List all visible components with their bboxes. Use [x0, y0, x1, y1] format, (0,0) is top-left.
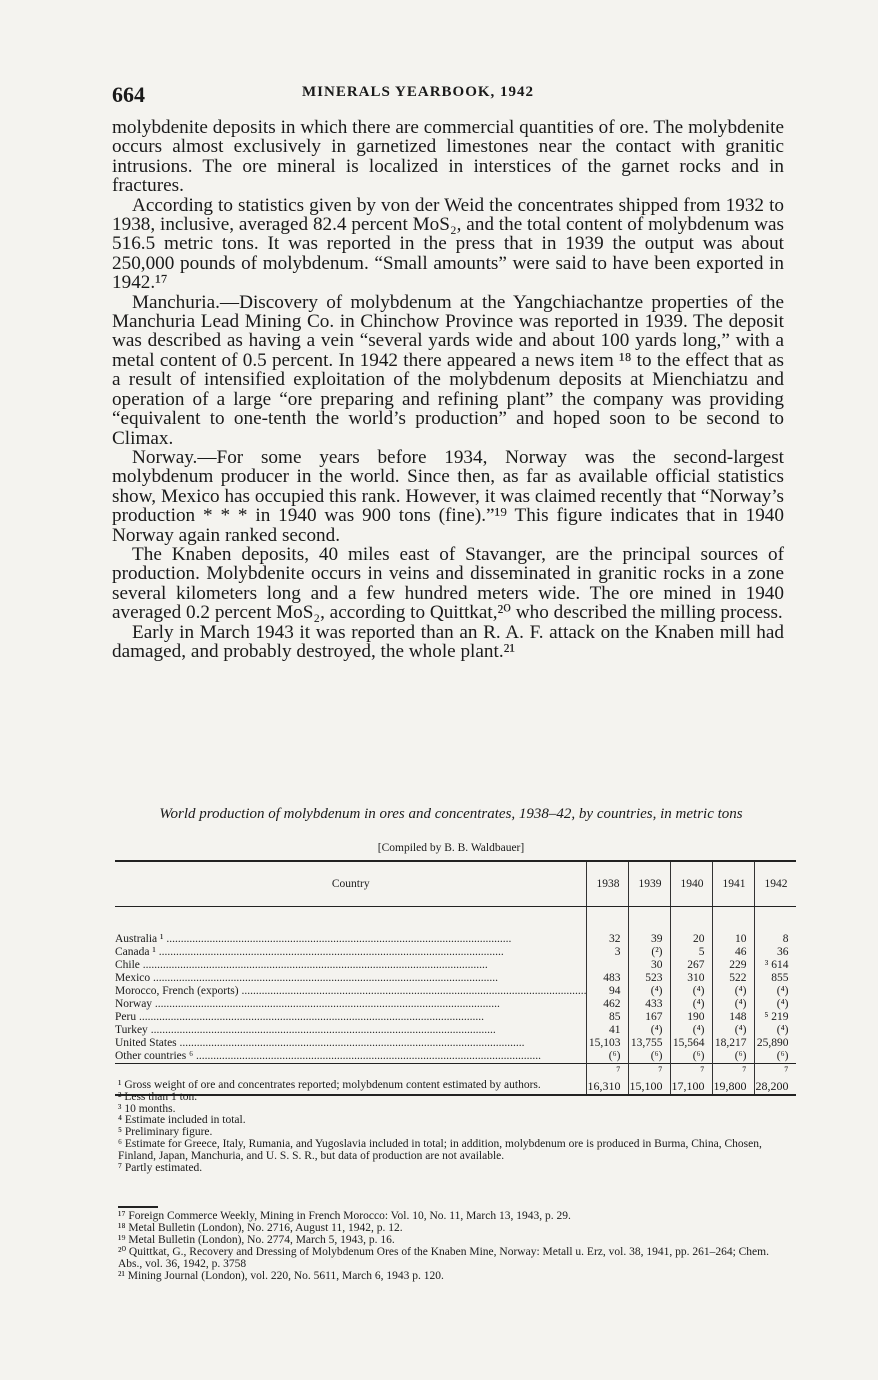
body-text	[112, 118, 784, 661]
header-country: Country	[115, 861, 587, 907]
value-cell: 85	[608, 1011, 621, 1023]
value-cell: 433	[645, 998, 663, 1010]
value-cell: 18,217	[714, 1037, 747, 1049]
header-1940: 1940	[671, 861, 713, 907]
value-cell: 5	[698, 946, 705, 958]
value-cell: 462	[603, 998, 621, 1010]
value-cell: 94	[608, 985, 621, 997]
page-header	[112, 82, 782, 108]
value-cell: (⁶)	[608, 1050, 621, 1062]
value-cell: ³ 614	[764, 959, 789, 971]
value-cell: (⁴)	[734, 1024, 747, 1036]
value-cell: (⁴)	[692, 998, 705, 1010]
value-cell: 46	[734, 946, 747, 958]
column-1939	[629, 907, 671, 1064]
country-cell: Morocco, French (exports) .....	[115, 985, 586, 998]
paragraph-manchuria: Manchuria.—Discovery of molybdenum at the Yangchiachantze properties of the Manchuria Lead Mining Co. in Chinchow Province was reported in 1939. The deposit was described as having a vein “several yards wide and about 100 yards long,” with a metal content of 0.5 percent. In 1942 there appeared a news item ¹⁸ to the effect that as a result of intensified exploitation of the molybdenum deposits at Mienchiatzu and operation of a large “ore preparing and refining plant” the company was providing “equivalent to one-tenth the world’s production” and hoped soon to be second to Climax.	[112, 291, 784, 449]
country-cell: Peru .....	[115, 1011, 586, 1024]
paragraph-knaben: The Knaben deposits, 40 miles east of Stavanger, are the principal sources of production. Molybdenite occurs in veins and disseminated in granitic rocks in a zone several kilometers long and a few hundred meters wide. The ore mined in 1940 averaged 0.2 percent MoS₂, according to Quittkat,²⁰ who described the milling process.	[112, 543, 784, 624]
value-cell: 41	[608, 1024, 621, 1036]
value-cell: 20	[692, 933, 705, 945]
country-cell: Other countries ⁶ .....	[115, 1050, 586, 1063]
value-cell: 8	[782, 933, 789, 945]
value-cell: (⁴)	[650, 1024, 663, 1036]
value-cell: (⁴)	[776, 985, 789, 997]
country-cell: Chile .....	[115, 959, 586, 972]
value-cell: (⁴)	[776, 1024, 789, 1036]
production-table	[115, 860, 796, 1096]
value-cell: (⁴)	[734, 985, 747, 997]
value-cell: 523	[645, 972, 663, 984]
paragraph-norway: Norway.—For some years before 1934, Norway was the second-largest molybdenum producer in the world. Since then, as far as available official statistics show, Mexico has occupied this rank. However, it was claimed recently that “Norway’s production * * * in 1940 was 900 tons (fine).”¹⁹ This figure indicates that in 1940 Norway again ranked second.	[112, 446, 784, 546]
total-cell: ⁷ 17,100	[671, 1064, 713, 1096]
value-cell: 15,103	[588, 1037, 621, 1049]
table-note: ⁶ Estimate for Greece, Italy, Rumania, and Yugoslavia included in total; in addition, molybdenum ore is produced in Burma, China, Chosen, Finland, Japan, Manchuria, and U. S. S. R., but data of production are not available.	[118, 1137, 762, 1162]
table-note: ¹ Gross weight of ore and concentrates reported; molybdenum content estimated by authors.	[118, 1079, 541, 1091]
value-cell: 148	[729, 1011, 747, 1023]
value-cell: ⁵ 219	[764, 1011, 789, 1023]
table-note: ² Less than 1 ton.	[118, 1090, 198, 1103]
footnote: ²⁰ Quittkat, G., Recovery and Dressing of Molybdenum Ores of the Knaben Mine, Norway: Metall u. Erz, vol. 38, 1941, pp. 261–264; Chem. Abs., vol. 36, 1942, p. 3758	[118, 1246, 769, 1270]
value-cell: 267	[687, 959, 705, 971]
value-cell: (⁶)	[734, 1050, 747, 1062]
footnote: ¹⁹ Metal Bulletin (London), No. 2774, March 5, 1943, p. 16.	[118, 1234, 395, 1246]
table-body	[115, 907, 796, 1064]
value-cell: (⁴)	[692, 1024, 705, 1036]
value-cell: 3	[614, 946, 621, 958]
header-1938: 1938	[587, 861, 629, 907]
value-cell: 10	[734, 933, 747, 945]
value-cell: 30	[650, 959, 663, 971]
value-cell: 39	[650, 933, 663, 945]
table-notes	[118, 1080, 788, 1174]
footnote: ¹⁸ Metal Bulletin (London), No. 2716, August 11, 1942, p. 12.	[118, 1222, 403, 1234]
header-1941: 1941	[713, 861, 755, 907]
value-cell: 522	[729, 972, 747, 984]
country-cell: Turkey .....	[115, 1024, 586, 1037]
value-cell: 167	[645, 1011, 663, 1023]
total-cell: ⁷ 19,800	[713, 1064, 755, 1096]
paragraph-raf-attack: Early in March 1943 it was reported than an R. A. F. attack on the Knaben mill had damaged, and probably destroyed, the whole plant.²¹	[112, 621, 784, 662]
table-note: ⁷ Partly estimated.	[118, 1161, 203, 1174]
value-cell	[587, 959, 620, 972]
value-cell: (⁶)	[692, 1050, 705, 1062]
header-1942: 1942	[755, 861, 797, 907]
value-cell: 229	[729, 959, 747, 971]
table-caption: World production of molybdenum in ores and concentrates, 1938–42, by countries, in metric tons	[159, 806, 743, 822]
value-cell: 855	[771, 972, 789, 984]
value-cell: (⁴)	[776, 998, 789, 1010]
footnote: ²¹ Mining Journal (London), vol. 220, No. 5611, March 6, 1943 p. 120.	[118, 1270, 444, 1282]
value-cell: (⁴)	[692, 985, 705, 997]
total-cell: ⁷ 16,310	[587, 1064, 629, 1096]
column-1940	[671, 907, 713, 1064]
country-column	[115, 907, 587, 1064]
column-1938	[587, 907, 629, 1064]
value-cell: 483	[603, 972, 621, 984]
value-cell: 36	[776, 946, 789, 958]
country-cell: Mexico .....	[115, 972, 586, 985]
total-cell: ⁷ 28,200	[755, 1064, 797, 1096]
table-note: ³ 10 months.	[118, 1102, 176, 1115]
paragraph-statistics: According to statistics given by von der Weid the concentrates shipped from 1932 to 1938, inclusive, averaged 82.4 percent MoS₂, and the total content of molybdenum was 516.5 metric tons. It was reported in the press that in 1939 the output was about 250,000 pounds of molybdenum. “Small amounts” were said to have been exported in 1942.¹⁷	[112, 194, 784, 294]
value-cell: 32	[608, 933, 621, 945]
footnotes	[118, 1210, 788, 1282]
value-cell: 15,564	[672, 1037, 705, 1049]
paragraph-continued: molybdenite deposits in which there are commercial quantities of ore. The molybdenite occurs almost exclusively in garnetized limestones near the contact with granitic intrusions. The ore mineral is localized in interstices of the garnet rocks and in fractures.	[112, 117, 784, 197]
table-note: ⁵ Preliminary figure.	[118, 1126, 213, 1139]
value-cell: (⁶)	[650, 1050, 663, 1062]
footnote-separator	[118, 1206, 158, 1208]
running-title: MINERALS YEARBOOK, 1942	[302, 84, 535, 100]
value-cell: (⁴)	[650, 985, 663, 997]
footnote: ¹⁷ Foreign Commerce Weekly, Mining in French Morocco: Vol. 10, No. 11, March 13, 1943, p. 29.	[118, 1210, 571, 1222]
country-cell: Canada ¹ .....	[115, 946, 586, 959]
value-cell: 190	[687, 1011, 705, 1023]
column-1942	[755, 907, 797, 1064]
value-cell: 13,755	[630, 1037, 663, 1049]
table-note: ⁴ Estimate included in total.	[118, 1114, 246, 1127]
value-cell: 25,890	[756, 1037, 789, 1049]
value-cell: (²)	[651, 946, 663, 958]
country-cell: Norway .....	[115, 998, 586, 1011]
country-cell: United States .....	[115, 1037, 586, 1050]
page-number: 664	[112, 82, 145, 107]
country-cell: Australia ¹ .....	[115, 933, 586, 946]
table-compiled-by: [Compiled by B. B. Waldbauer]	[377, 842, 525, 854]
column-1941	[713, 907, 755, 1064]
value-cell: 310	[687, 972, 705, 984]
header-1939: 1939	[629, 861, 671, 907]
value-cell: (⁴)	[734, 998, 747, 1010]
value-cell: (⁶)	[776, 1050, 789, 1062]
total-cell: ⁷ 15,100	[629, 1064, 671, 1096]
